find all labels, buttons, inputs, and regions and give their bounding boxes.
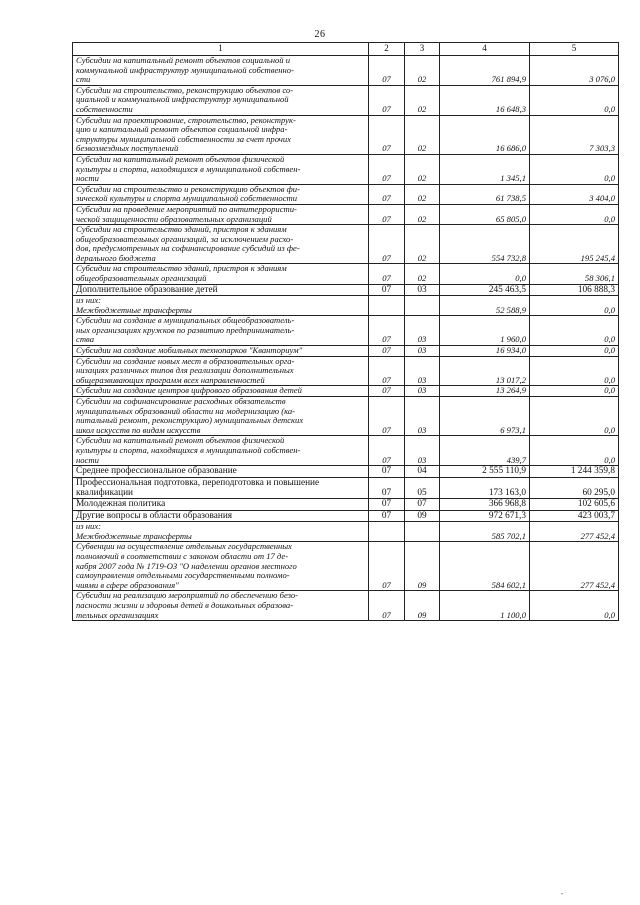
row-subsection-code: 07 bbox=[405, 499, 440, 510]
row-name bbox=[73, 316, 369, 346]
row-name-line: Субсидии на софинансирование расходных обязательств bbox=[76, 396, 286, 406]
row-name bbox=[73, 204, 369, 224]
row-name bbox=[73, 397, 369, 436]
row-value-col5: 3 076,0 bbox=[530, 56, 619, 86]
row-name-line: Дополнительное образование детей bbox=[76, 284, 218, 295]
row-name-line: цию и капитальный ремонт объектов социальной инфра- bbox=[76, 124, 288, 135]
row-value-col4: 16 648,3 bbox=[440, 85, 530, 115]
row-name-line: ных организациях кружков по развитию предприниматель- bbox=[76, 324, 295, 335]
page-number: 26 bbox=[314, 29, 326, 40]
row-name-line: Субсидии на строительство и реконструкцию объектов фи- bbox=[76, 183, 300, 194]
row-name-line: из них: bbox=[76, 521, 102, 532]
row-name bbox=[73, 477, 369, 499]
table-row bbox=[73, 591, 619, 621]
row-value-col5: 195 245,4 bbox=[530, 225, 619, 264]
row-name-line: Межбюджетные трансферты bbox=[76, 530, 192, 541]
row-subsection-code: 09 bbox=[405, 510, 440, 521]
row-value-col4: 16 934,0 bbox=[440, 346, 530, 357]
row-name-line: Субсидии на создание в муниципальных общеобразователь- bbox=[76, 315, 295, 326]
row-subsection-code: 02 bbox=[405, 154, 440, 184]
row-section-code: 07 bbox=[369, 56, 405, 86]
row-name-line: безвозмездных поступлений bbox=[76, 143, 179, 154]
row-section-code: 07 bbox=[369, 316, 405, 346]
row-value-col4: 16 686,0 bbox=[440, 115, 530, 154]
row-name-line: Субсидии на капитальный ремонт объектов физической bbox=[76, 435, 285, 446]
row-value-col5: 0,0 bbox=[530, 386, 619, 397]
row-name bbox=[73, 346, 369, 357]
row-value-col5: 3 404,0 bbox=[530, 184, 619, 204]
row-value-col5: 423 003,7 bbox=[530, 510, 619, 521]
row-name-line: сти bbox=[76, 74, 91, 85]
row-value-col4: 439,7 bbox=[440, 436, 530, 466]
row-section-code: 07 bbox=[369, 346, 405, 357]
row-section-code: 07 bbox=[369, 591, 405, 621]
row-name-line: Субсидии на создание новых мест в образовательных орга- bbox=[76, 355, 295, 366]
row-name-line: структуры муниципальной собственности за счет прочих bbox=[76, 133, 291, 144]
row-name-line: собственности bbox=[76, 103, 133, 114]
row-subsection-code bbox=[405, 296, 440, 316]
table-row bbox=[73, 386, 619, 397]
table-row bbox=[73, 204, 619, 224]
table-row-section bbox=[73, 499, 619, 510]
table-row bbox=[73, 356, 619, 386]
row-value-col5: 102 605,6 bbox=[530, 499, 619, 510]
row-subsection-code: 09 bbox=[405, 542, 440, 591]
row-name bbox=[73, 184, 369, 204]
row-value-col4: 245 463,5 bbox=[440, 284, 530, 295]
row-value-col4: 554 732,8 bbox=[440, 225, 530, 264]
budget-table bbox=[72, 42, 619, 621]
row-name-line: кабря 2007 года № 1719-ОЗ "О наделении органов местного bbox=[76, 560, 297, 571]
row-name-line: муниципальных образований области на модернизацию (ка- bbox=[76, 405, 296, 416]
row-subsection-code: 02 bbox=[405, 204, 440, 224]
row-name-line: коммунальной инфраструктур муниципальной собственно- bbox=[76, 64, 294, 75]
row-name-line: Субсидии на проведение мероприятий по антитеррористи- bbox=[76, 203, 297, 214]
row-name-line: Субсидии на капитальный ремонт объектов социальной и bbox=[76, 55, 291, 65]
row-name bbox=[73, 284, 369, 295]
row-value-col4: 13 017,2 bbox=[440, 356, 530, 386]
row-value-col4: 584 602,1 bbox=[440, 542, 530, 591]
row-name-line: низациях различных типов для реализации дополнительных bbox=[76, 365, 294, 376]
table-row bbox=[73, 346, 619, 357]
row-name-line: культуры и спорта, находящихся в муниципальной собствен- bbox=[76, 444, 301, 455]
row-name-line: Субсидии на реализацию мероприятий по обеспечению безо- bbox=[76, 590, 299, 601]
row-name-line: дерального бюджета bbox=[76, 252, 156, 263]
table-row bbox=[73, 397, 619, 436]
row-value-col5: 0,0 bbox=[530, 85, 619, 115]
row-name-line: Субсидии на строительство зданий, пристроя к зданиям bbox=[76, 224, 287, 235]
row-section-code: 07 bbox=[369, 264, 405, 284]
row-name bbox=[73, 85, 369, 115]
table-row bbox=[73, 522, 619, 542]
row-section-code: 07 bbox=[369, 466, 405, 477]
row-name-line: общеобразовательных организаций, за исключением расхо- bbox=[76, 233, 294, 244]
row-value-col4: 1 100,0 bbox=[440, 591, 530, 621]
row-name bbox=[73, 56, 369, 86]
row-value-col5: 0,0 bbox=[530, 346, 619, 357]
header-col-2: 2 bbox=[369, 43, 405, 56]
row-name-line: ства bbox=[76, 334, 94, 345]
row-name-line: Субвенции на осуществление отдельных государственных bbox=[76, 541, 292, 552]
row-value-col5: 106 888,3 bbox=[530, 284, 619, 295]
row-name-line: самоуправления отдельными государственными полномо- bbox=[76, 570, 290, 581]
row-name bbox=[73, 225, 369, 264]
row-value-col5: 0,0 bbox=[530, 296, 619, 316]
row-name bbox=[73, 499, 369, 510]
row-subsection-code: 03 bbox=[405, 346, 440, 357]
row-subsection-code: 02 bbox=[405, 56, 440, 86]
row-name bbox=[73, 264, 369, 284]
row-value-col4: 6 973,1 bbox=[440, 397, 530, 436]
row-subsection-code: 04 bbox=[405, 466, 440, 477]
row-value-col5: 60 295,0 bbox=[530, 477, 619, 499]
row-value-col4: 1 345,1 bbox=[440, 154, 530, 184]
table-row bbox=[73, 225, 619, 264]
row-name-line: ности bbox=[76, 454, 99, 465]
row-subsection-code: 03 bbox=[405, 356, 440, 386]
row-name-line: Субсидии на строительство, реконструкцию объектов со- bbox=[76, 84, 294, 95]
row-name-line: тельных организациях bbox=[76, 609, 159, 620]
row-name-line: культуры и спорта, находящихся в муниципальной собствен- bbox=[76, 163, 301, 174]
table-row bbox=[73, 316, 619, 346]
row-value-col4: 0,0 bbox=[440, 264, 530, 284]
row-value-col4: 13 264,9 bbox=[440, 386, 530, 397]
row-name-line: Субсидии на строительство зданий, пристроя к зданиям bbox=[76, 263, 287, 274]
row-value-col5: 0,0 bbox=[530, 356, 619, 386]
row-value-col4: 173 163,0 bbox=[440, 477, 530, 499]
row-name-line: ности bbox=[76, 173, 99, 184]
table-row bbox=[73, 115, 619, 154]
header-col-3: 3 bbox=[405, 43, 440, 56]
row-name bbox=[73, 115, 369, 154]
row-value-col5: 0,0 bbox=[530, 591, 619, 621]
row-name-line: чиями в сфере образования" bbox=[76, 579, 179, 590]
row-name-line: пасности жизни и здоровья детей в дошкольных образова- bbox=[76, 599, 294, 610]
table-row-section bbox=[73, 284, 619, 295]
row-name-line: школ искусств по видам искусств bbox=[76, 424, 201, 435]
row-value-col4: 972 671,3 bbox=[440, 510, 530, 521]
row-section-code: 07 bbox=[369, 397, 405, 436]
row-subsection-code: 02 bbox=[405, 184, 440, 204]
row-name bbox=[73, 466, 369, 477]
row-name-line: Субсидии на капитальный ремонт объектов физической bbox=[76, 153, 285, 164]
header-row bbox=[73, 43, 619, 56]
row-name-line: Субсидии на создание мобильных технопарков "Кванториум" bbox=[76, 345, 303, 356]
row-name-line: Профессиональная подготовка, переподготовка и повышение bbox=[76, 477, 320, 488]
row-section-code bbox=[369, 522, 405, 542]
row-subsection-code: 03 bbox=[405, 436, 440, 466]
row-name-line: Межбюджетные трансферты bbox=[76, 304, 192, 315]
row-section-code bbox=[369, 296, 405, 316]
row-value-col5: 0,0 bbox=[530, 316, 619, 346]
row-value-col5: 1 244 359,8 bbox=[530, 466, 619, 477]
row-value-col4: 366 968,8 bbox=[440, 499, 530, 510]
row-subsection-code bbox=[405, 522, 440, 542]
row-value-col5: 0,0 bbox=[530, 397, 619, 436]
row-section-code: 07 bbox=[369, 284, 405, 295]
row-value-col5: 277 452,4 bbox=[530, 542, 619, 591]
row-subsection-code: 05 bbox=[405, 477, 440, 499]
row-name-line: дов, предусмотренных на софинансирование субсидий из фе- bbox=[76, 243, 300, 254]
row-name-line: общеобразовательных организаций bbox=[76, 273, 207, 284]
row-name-line: Молодежная политика bbox=[76, 499, 166, 510]
row-name-line: квалификации bbox=[76, 487, 134, 498]
table-row-section bbox=[73, 466, 619, 477]
row-subsection-code: 02 bbox=[405, 264, 440, 284]
row-section-code: 07 bbox=[369, 386, 405, 397]
row-name-line: Другие вопросы в области образования bbox=[76, 510, 233, 521]
row-section-code: 07 bbox=[369, 85, 405, 115]
header-col-5: 5 bbox=[530, 43, 619, 56]
row-name-line: из них: bbox=[76, 295, 102, 306]
row-value-col4: 52 588,9 bbox=[440, 296, 530, 316]
row-name bbox=[73, 356, 369, 386]
row-section-code: 07 bbox=[369, 356, 405, 386]
table-row bbox=[73, 436, 619, 466]
row-value-col4: 2 555 110,9 bbox=[440, 466, 530, 477]
row-name bbox=[73, 542, 369, 591]
table-row-section bbox=[73, 477, 619, 499]
row-value-col5: 7 303,3 bbox=[530, 115, 619, 154]
row-name bbox=[73, 386, 369, 397]
row-subsection-code: 03 bbox=[405, 316, 440, 346]
row-name bbox=[73, 154, 369, 184]
row-name bbox=[73, 510, 369, 521]
row-section-code: 07 bbox=[369, 436, 405, 466]
row-name-line: полномочий в соответствии с законом области от 17 де- bbox=[76, 550, 289, 561]
row-section-code: 07 bbox=[369, 115, 405, 154]
table-row bbox=[73, 296, 619, 316]
row-name-line: Субсидии на проектирование, строительство, реконструк- bbox=[76, 114, 296, 125]
row-value-col4: 1 960,0 bbox=[440, 316, 530, 346]
row-value-col5: 0,0 bbox=[530, 154, 619, 184]
row-subsection-code: 02 bbox=[405, 225, 440, 264]
row-value-col4: 65 805,0 bbox=[440, 204, 530, 224]
row-name-line: Субсидии на создание центров цифрового образования детей bbox=[76, 385, 302, 396]
table-row-section bbox=[73, 510, 619, 521]
row-section-code: 07 bbox=[369, 184, 405, 204]
table-row bbox=[73, 56, 619, 86]
header-col-1: 1 bbox=[73, 43, 369, 56]
row-section-code: 07 bbox=[369, 477, 405, 499]
row-value-col5: 0,0 bbox=[530, 436, 619, 466]
row-subsection-code: 02 bbox=[405, 115, 440, 154]
row-value-col4: 61 738,5 bbox=[440, 184, 530, 204]
header-col-4: 4 bbox=[440, 43, 530, 56]
table-row bbox=[73, 154, 619, 184]
row-section-code: 07 bbox=[369, 499, 405, 510]
row-value-col5: 277 452,4 bbox=[530, 522, 619, 542]
row-subsection-code: 09 bbox=[405, 591, 440, 621]
table-row bbox=[73, 184, 619, 204]
row-value-col4: 761 894,9 bbox=[440, 56, 530, 86]
row-name bbox=[73, 436, 369, 466]
table-row bbox=[73, 85, 619, 115]
row-section-code: 07 bbox=[369, 542, 405, 591]
table-body bbox=[73, 56, 619, 621]
row-name-line: зической культуры и спорта муниципальной собственности bbox=[76, 193, 298, 204]
table-row bbox=[73, 542, 619, 591]
row-name-line: Среднее профессиональное образование bbox=[76, 466, 237, 477]
row-name-line: ческой защищенности образовательных организаций bbox=[76, 213, 272, 224]
scan-mark: • ˙ bbox=[561, 892, 567, 898]
row-section-code: 07 bbox=[369, 154, 405, 184]
row-name-line: циальной и коммунальной инфраструктур муниципальной bbox=[76, 94, 289, 105]
row-subsection-code: 03 bbox=[405, 397, 440, 436]
row-subsection-code: 03 bbox=[405, 284, 440, 295]
row-section-code: 07 bbox=[369, 204, 405, 224]
row-value-col5: 0,0 bbox=[530, 204, 619, 224]
row-value-col5: 58 306,1 bbox=[530, 264, 619, 284]
row-section-code: 07 bbox=[369, 510, 405, 521]
row-section-code: 07 bbox=[369, 225, 405, 264]
row-name bbox=[73, 522, 369, 542]
row-name-line: общеразвивающих программ всех направленностей bbox=[76, 374, 265, 385]
row-name bbox=[73, 296, 369, 316]
row-value-col4: 585 702,1 bbox=[440, 522, 530, 542]
row-subsection-code: 02 bbox=[405, 85, 440, 115]
row-name-line: питальный ремонт, реконструкцию) муниципальных детских bbox=[76, 415, 304, 426]
table-row bbox=[73, 264, 619, 284]
row-subsection-code: 03 bbox=[405, 386, 440, 397]
row-name bbox=[73, 591, 369, 621]
